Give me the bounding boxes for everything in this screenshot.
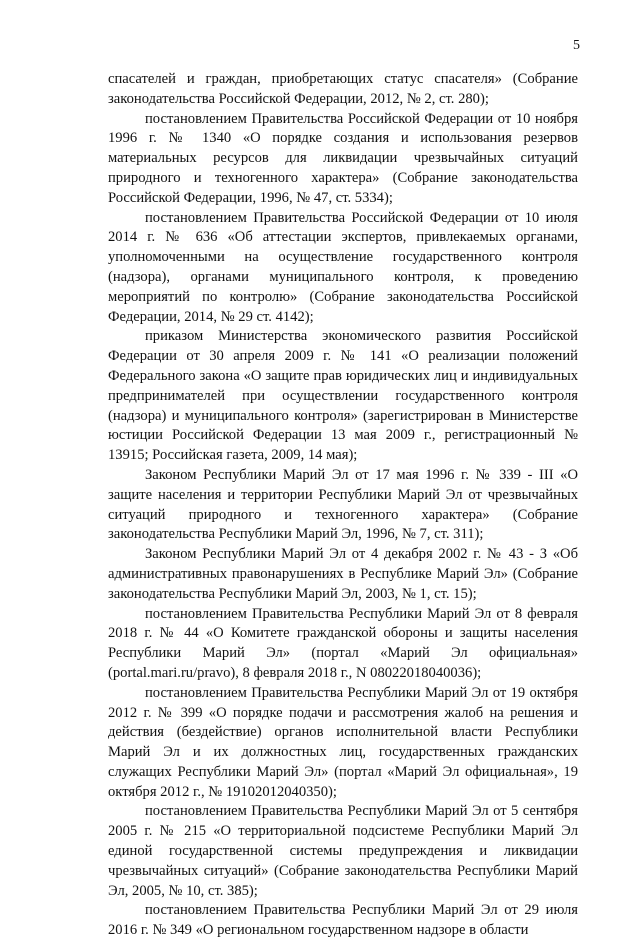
paragraph-truncated: постановлением Правительства Республики Марий Эл от 29 июля 2016 г. № 349 «О региональном государственном надзоре в области <box>108 902 578 939</box>
paragraph-continuation: спасателей и граждан, приобретающих статус спасателя» (Собрание законодательства Российской Федерации, 2012, № 2, ст. 280); <box>108 71 578 107</box>
paragraph: постановлением Правительства Республики Марий Эл от 19 октября 2012 г. № 399 «О порядке подачи и рассмотрения жалоб на решения и действия (бездействие) органов исполнительной власти Республики Марий Эл и их должностных лиц, государственных гражданских служащих Республики Марий Эл» (портал «Марий Эл официальная», 19 октября 2012 г., № 19102012040350); <box>108 684 578 800</box>
paragraph: постановлением Правительства Российской Федерации от 10 июля 2014 г. № 636 «Об аттестации экспертов, привлекаемых органами, уполномоченными на осуществление государственного контроля (надзора), органами муниципального контроля, к проведению мероприятий по контролю» (Собрание законодательства Российской Федерации, 2014, № 29 ст. 4142); <box>108 209 578 325</box>
paragraph: постановлением Правительства Республики Марий Эл от 5 сентября 2005 г. № 215 «О территориальной подсистеме Республики Марий Эл единой государственной системы предупреждения и ликвидации чрезвычайных ситуаций» (Собрание законодательства Республики Марий Эл, 2005, № 10, ст. 385); <box>108 803 578 899</box>
paragraph: Законом Республики Марий Эл от 17 мая 1996 г. № 339 - III «О защите населения и территории Республики Марий Эл от чрезвычайных ситуаций природного и техногенного характера» (Собрание законодательства Республики Марий Эл, 1996, № 7, ст. 311); <box>108 466 578 543</box>
document-body <box>108 70 578 941</box>
paragraph: постановлением Правительства Российской Федерации от 10 ноября 1996 г. № 1340 «О порядке создания и использования резервов материальных ресурсов для ликвидации чрезвычайных ситуаций природного и техногенного характера» (Собрание законодательства Российской Федерации, 1996, № 47, ст. 5334); <box>108 110 578 206</box>
paragraph: постановлением Правительства Республики Марий Эл от 8 февраля 2018 г. № 44 «О Комитете гражданской обороны и защиты населения Республики Марий Эл» (портал «Марий Эл официальная» (portal.mari.ru/pravo), 8 февраля 2018 г., N 08022018040036); <box>108 605 578 681</box>
page-number: 5 <box>573 38 580 53</box>
paragraph: приказом Министерства экономического развития Российской Федерации от 30 апреля 2009 г. № 141 «О реализации положений Федерального закона «О защите прав юридических лиц и индивидуальных предпринимателей при осуществлении государственного контроля (надзора) и муниципального контроля» (зарегистрирован в Министерстве юстиции Российской Федерации 13 мая 2009 г., регистрационный № 13915; Российская газета, 2009, 14 мая); <box>108 328 578 464</box>
paragraph: Законом Республики Марий Эл от 4 декабря 2002 г. № 43 - З «Об административных правонарушениях в Республике Марий Эл» (Собрание законодательства Республики Марий Эл, 2003, № 1, ст. 15); <box>108 546 578 602</box>
